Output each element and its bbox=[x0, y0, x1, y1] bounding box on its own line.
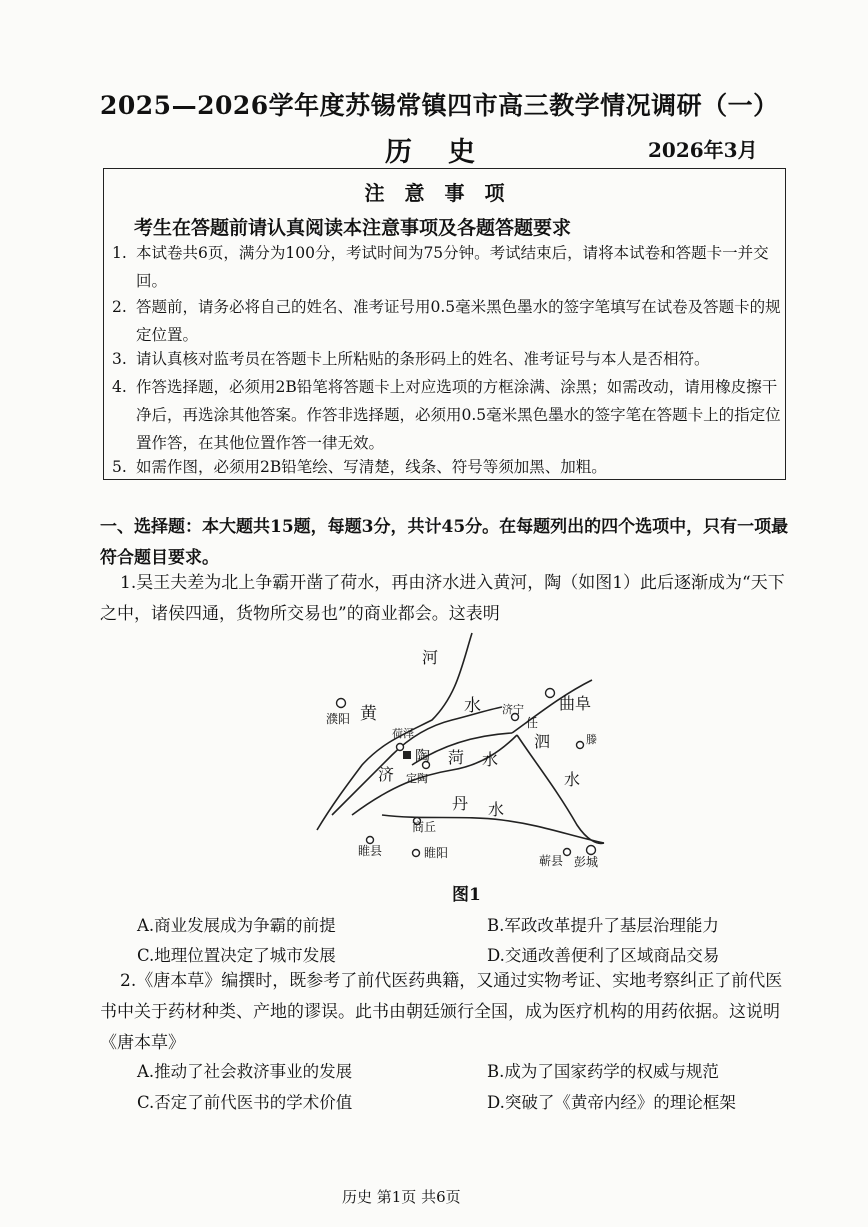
notice-item bbox=[112, 345, 782, 373]
map-label: 睢县 bbox=[358, 844, 383, 858]
map-label: 任 bbox=[526, 716, 539, 730]
question-1-text: 1.吴王夫差为北上争霸开凿了荷水，再由济水进入黄河，陶（如图1）此后逐渐成为“天下之中，诸侯四通，货物所交易也”的商业都会。这表明 bbox=[100, 573, 785, 624]
q1-option-b[interactable] bbox=[487, 912, 719, 936]
map-label: 陶 bbox=[415, 749, 431, 765]
map-label: 定陶 bbox=[406, 773, 428, 785]
notice-item-number: 4. bbox=[112, 378, 127, 396]
map-label: 商丘 bbox=[412, 820, 437, 834]
figure-caption: 图1 bbox=[452, 885, 481, 905]
q1-option-a[interactable] bbox=[137, 912, 336, 936]
map-label: 水 bbox=[482, 752, 499, 769]
notice-subtitle: 考生在答题前请认真阅读本注意事项及各题答题要求 bbox=[134, 217, 572, 239]
option-text: 突破了《黄帝内经》的理论框架 bbox=[504, 1093, 736, 1112]
notice-item bbox=[112, 453, 782, 481]
map-label: 睢阳 bbox=[424, 846, 449, 860]
map-label: 滕 bbox=[586, 734, 597, 746]
q1-option-c[interactable] bbox=[137, 942, 336, 966]
q2-option-c[interactable] bbox=[137, 1089, 352, 1113]
option-text: 交通改善便利了区域商品交易 bbox=[504, 946, 720, 965]
map-label: 河 bbox=[422, 650, 439, 667]
map-label: 济 bbox=[378, 767, 395, 784]
notice-item-text: 如需作图，必须用2B铅笔绘、写清楚，线条、符号等须加黑、加粗。 bbox=[136, 458, 607, 476]
question-2-text: 2.《唐本草》编撰时，既参考了前代医药典籍，又通过实物考证、实地考察纠正了前代医书中关于药材种类、产地的谬误。此书由朝廷颁行全国，成为医疗机构的用药依据。这说明《唐本草》 bbox=[100, 971, 783, 1053]
notice-item-number: 2. bbox=[112, 298, 127, 316]
option-text: 军政改革提升了基层治理能力 bbox=[504, 916, 719, 935]
option-label: D. bbox=[487, 946, 505, 965]
option-label: A. bbox=[137, 916, 155, 935]
option-text: 商业发展成为争霸的前提 bbox=[154, 916, 336, 935]
map-label: 曲阜 bbox=[559, 696, 592, 713]
map-label: 丹 bbox=[452, 796, 469, 813]
notice-box bbox=[103, 168, 786, 480]
page-footer: 历史 第1页 共6页 bbox=[342, 1188, 461, 1206]
option-label: C. bbox=[137, 1093, 155, 1112]
map-label: 济宁 bbox=[502, 704, 524, 716]
map-label: 水 bbox=[488, 802, 505, 819]
option-label: C. bbox=[137, 946, 155, 965]
option-text: 推动了社会救济事业的发展 bbox=[154, 1062, 353, 1081]
notice-item-text: 答题前，请务必将自己的姓名、准考证号用0.5毫米黑色墨水的签字笔填写在试卷及答题卡的规定位置。 bbox=[136, 298, 781, 344]
map-label: 菏 bbox=[448, 750, 465, 767]
notice-title: 注意事项 bbox=[364, 181, 525, 205]
exam-title: 2025—2026学年度苏锡常镇四市高三教学情况调研（一） bbox=[100, 91, 779, 120]
option-text: 成为了国家药学的权威与规范 bbox=[504, 1062, 719, 1081]
notice-item bbox=[112, 373, 782, 457]
notice-item-text: 请认真核对监考员在答题卡上所粘贴的条形码上的姓名、准考证号与本人是否相符。 bbox=[136, 350, 710, 368]
notice-item bbox=[112, 239, 782, 295]
city-marker bbox=[587, 846, 596, 855]
river-sishui-lower bbox=[517, 735, 604, 843]
map-label: 泗 bbox=[534, 734, 551, 751]
notice-item-text: 作答选择题，必须用2B铅笔将答题卡上对应选项的方框涂满、涂黑；如需改动，请用橡皮擦干净后，再选涂其他答案。作答非选择题，必须用0.5毫米黑色墨水的签字笔在答题卡上的指定位置作答，在其他位置作答一律无效。 bbox=[136, 378, 781, 452]
map-label: 濮阳 bbox=[326, 712, 351, 726]
q2-option-d[interactable] bbox=[487, 1089, 736, 1113]
notice-item-number: 3. bbox=[112, 350, 127, 368]
figure-1-map bbox=[312, 625, 612, 870]
city-marker bbox=[413, 850, 420, 857]
q2-option-b[interactable] bbox=[487, 1058, 719, 1082]
city-marker bbox=[564, 849, 571, 856]
city-marker bbox=[577, 742, 584, 749]
option-label: A. bbox=[137, 1062, 155, 1081]
map-label: 水 bbox=[464, 696, 481, 715]
map-label: 彭城 bbox=[574, 855, 599, 869]
q1-option-d[interactable] bbox=[487, 942, 719, 966]
city-marker bbox=[546, 689, 555, 698]
city-marker bbox=[367, 837, 374, 844]
notice-item-number: 1. bbox=[112, 244, 127, 262]
notice-item bbox=[112, 293, 782, 349]
city-marker bbox=[397, 744, 404, 751]
tao-city-marker bbox=[403, 751, 411, 759]
option-label: B. bbox=[487, 1062, 505, 1081]
q2-option-a[interactable] bbox=[137, 1058, 352, 1082]
notice-item-number: 5. bbox=[112, 458, 127, 476]
option-label: D. bbox=[487, 1093, 505, 1112]
city-marker bbox=[337, 699, 346, 708]
notice-item-text: 本试卷共6页，满分为100分，考试时间为75分钟。考试结束后，请将本试卷和答题卡一并交回。 bbox=[136, 244, 769, 290]
exam-date: 2026年3月 bbox=[648, 138, 758, 162]
map-label: 荷泽 bbox=[392, 728, 414, 740]
option-text: 否定了前代医书的学术价值 bbox=[154, 1093, 353, 1112]
subject-title: 历史 bbox=[385, 137, 511, 168]
option-label: B. bbox=[487, 916, 505, 935]
map-label: 水 bbox=[564, 772, 581, 789]
section-heading: 一、选择题：本大题共15题，每题3分，共计45分。在每题列出的四个选项中，只有一项最符合题目要求。 bbox=[100, 517, 789, 568]
map-label: 蕲县 bbox=[539, 854, 564, 868]
option-text: 地理位置决定了城市发展 bbox=[154, 946, 336, 965]
map-label: 黄 bbox=[360, 704, 377, 723]
